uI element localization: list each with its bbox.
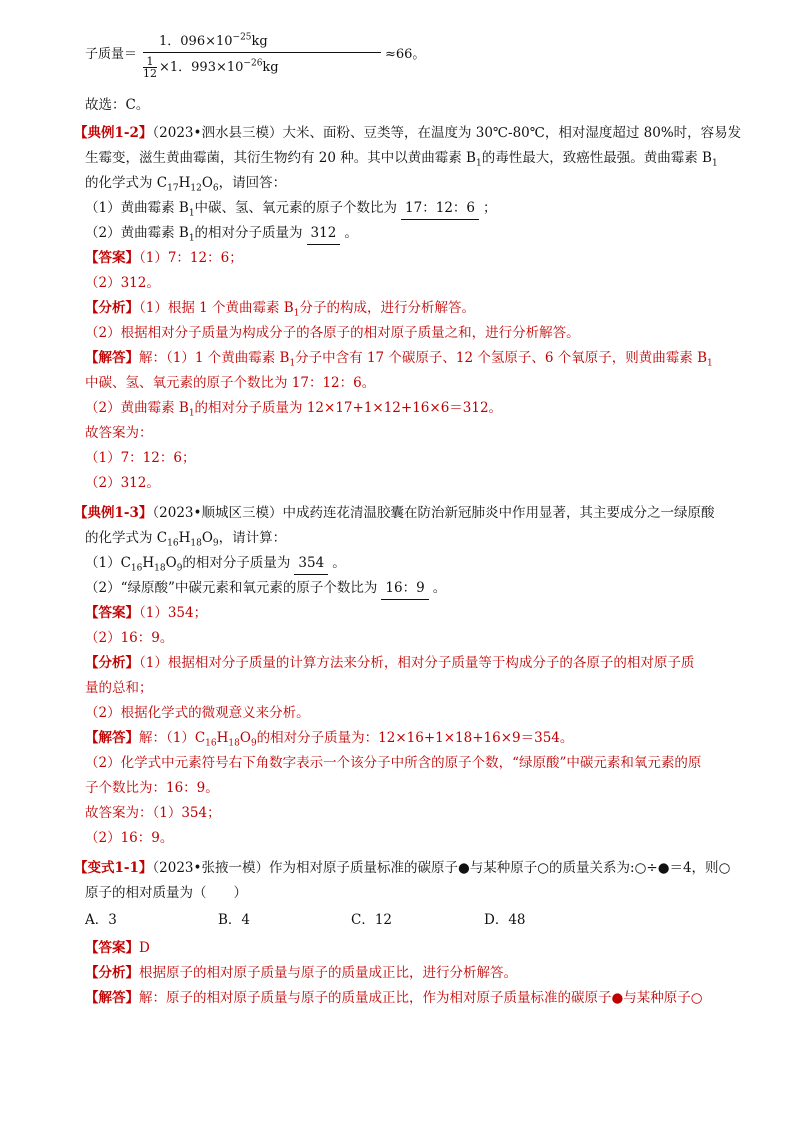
ex12-solution-line1: 【解答】解：（1）1 个黄曲霉素 $B_1$分子中含有 17 个碳原子、12 个氢原子、6 个氧原子，则黄曲霉素 $B_1$	[85, 350, 713, 369]
unknown-atom-icon: ○	[537, 860, 550, 876]
ex13-solution-line2: （2）化学式中元素符号右下角数字表示一个该分子中所含的原子个数，“绿原酸”中碳元素和氧元素的原	[85, 755, 702, 771]
ex13-q2-answer: 16：9	[381, 577, 428, 600]
ex13-analysis-line2: 量的总和；	[85, 680, 153, 696]
ex12-analysis-line1: 【分析】（1）根据 1 个黄曲霉素 $B_1$分子的构成，进行分析解答。	[85, 300, 475, 319]
formula-denominator: $\frac{1}{12}$ ×1．$993\times 10^{-26}kg$	[143, 55, 279, 80]
ex12-line1: 【典例1-2】（2023•泗水县三模）大米、面粉、豆类等，在温度为 30℃-80℃，相对湿度超过 80%时，容易发	[74, 125, 742, 141]
formula-numerator: 1．$096\times 10^{-25}kg$	[159, 32, 268, 49]
ex13-line1: 【典例1-3】（2023•顺城区三模）中成药连花清温胶囊在防治新冠肺炎中作用显著，其主要成分之一绿原酸	[74, 505, 715, 521]
unknown-atom-icon: ○	[634, 860, 647, 876]
relative-mass-formula	[85, 28, 445, 84]
option-c: C．12	[351, 912, 393, 928]
ex12-final-2: （2）312。	[85, 475, 160, 491]
ex12-q2-answer: 312	[307, 222, 341, 245]
ex12-solution-line2: 中碳、氢、氧元素的原子个数比为 17：12：6。	[85, 375, 376, 391]
ex13-analysis-line1: 【分析】（1）根据相对分子质量的计算方法来分析，相对分子质量等于构成分子的各原子的相对原子质	[85, 655, 695, 671]
unknown-atom-icon: ○	[718, 860, 731, 876]
ex12-final-1: （1）7：12：6；	[85, 450, 196, 466]
option-b: B．4	[218, 912, 251, 928]
one-twelfth: $\frac{1}{12}$	[143, 55, 157, 80]
var11-answer: 【答案】D	[85, 940, 150, 956]
ex12-analysis-line2: （2）根据相对分子质量为构成分子的各原子的相对原子质量之和，进行分析解答。	[85, 325, 580, 341]
ex12-solution-line3: （2）黄曲霉素 $B_1$的相对分子质量为 12×17+1×12+16×6＝312。	[85, 400, 503, 419]
ex13-final-1: 故答案为：（1）354；	[85, 805, 221, 821]
var11-analysis: 【分析】根据原子的相对原子质量与原子的质量成正比，进行分析解答。	[85, 965, 517, 981]
option-d: D．48	[484, 912, 526, 928]
ex13-final-2: （2）16：9。	[85, 830, 174, 846]
carbon-atom-icon: ●	[457, 860, 470, 876]
ex12-answer-line1: 【答案】（1）7：12：6；	[85, 250, 243, 266]
ex13-solution-line3: 子个数比为：16：9。	[85, 780, 219, 796]
fraction-bar	[143, 52, 381, 53]
var11-line2: 原子的相对质量为（ ）	[85, 885, 247, 901]
var11-solution: 【解答】解：原子的相对原子质量与原子的质量成正比，作为相对原子质量标准的碳原子●与某种原子○	[85, 990, 703, 1006]
ex13-answer-line1: 【答案】（1）354；	[85, 605, 208, 621]
var11-options	[85, 909, 733, 931]
carbon-atom-icon: ●	[611, 990, 624, 1006]
var11-line1: 【变式1-1】（2023•张掖一模）作为相对原子质量标准的碳原子●与某种原子○的质量关系为:○÷●＝4，则○	[74, 860, 731, 876]
option-a: A．3	[85, 912, 117, 928]
ex13-solution-line1: 【解答】解：$(1)C_{16}H_{18}O_9$的相对分子质量为：12×16+1×18+16×9＝354。	[85, 730, 574, 749]
ex13-question1: $(1)C_{16}H_{18}O_9$的相对分子质量为 354 。	[85, 552, 733, 574]
ex13-answer-line2: （2）16：9。	[85, 630, 174, 646]
ex12-q1-answer: 17：12：6	[401, 197, 479, 220]
unknown-atom-icon: ○	[690, 990, 703, 1006]
ex12-question1: （1）黄曲霉素 $B_1$中碳、氢、氧元素的原子个数比为 17：12：6 ；	[85, 197, 733, 219]
ex12-answer-line2: （2）312。	[85, 275, 160, 291]
top-choice: 故选：C。	[85, 97, 150, 113]
ex13-q1-answer: 354	[294, 552, 328, 575]
ex13-line2: 的化学式为 $C_{16}H_{18}O_9$，请计算：	[85, 530, 287, 549]
ex13-analysis-line3: （2）根据化学式的微观意义来分析。	[85, 705, 310, 721]
ex12-line2: 生霉变，滋生黄曲霉菌，其衍生物约有 20 种。其中以黄曲霉素 $B_1$的毒性最大，致癌性最强。黄曲霉素 $B_1$	[85, 150, 718, 169]
ex12-line3: 的化学式为 $C_{17}H_{12}O_6$，请回答：	[85, 175, 287, 194]
ex13-question2: （2）“绿原酸”中碳元素和氧元素的原子个数比为 16：9 。	[85, 577, 733, 599]
carbon-atom-icon: ●	[657, 860, 670, 876]
formula-lhs: 子质量＝	[85, 47, 138, 62]
ex12-question2: （2）黄曲霉素 $B_1$的相对分子质量为 312 。	[85, 222, 733, 244]
formula-rhs: ≈66。	[385, 47, 426, 62]
ex12-final-label: 故答案为：	[85, 425, 153, 441]
